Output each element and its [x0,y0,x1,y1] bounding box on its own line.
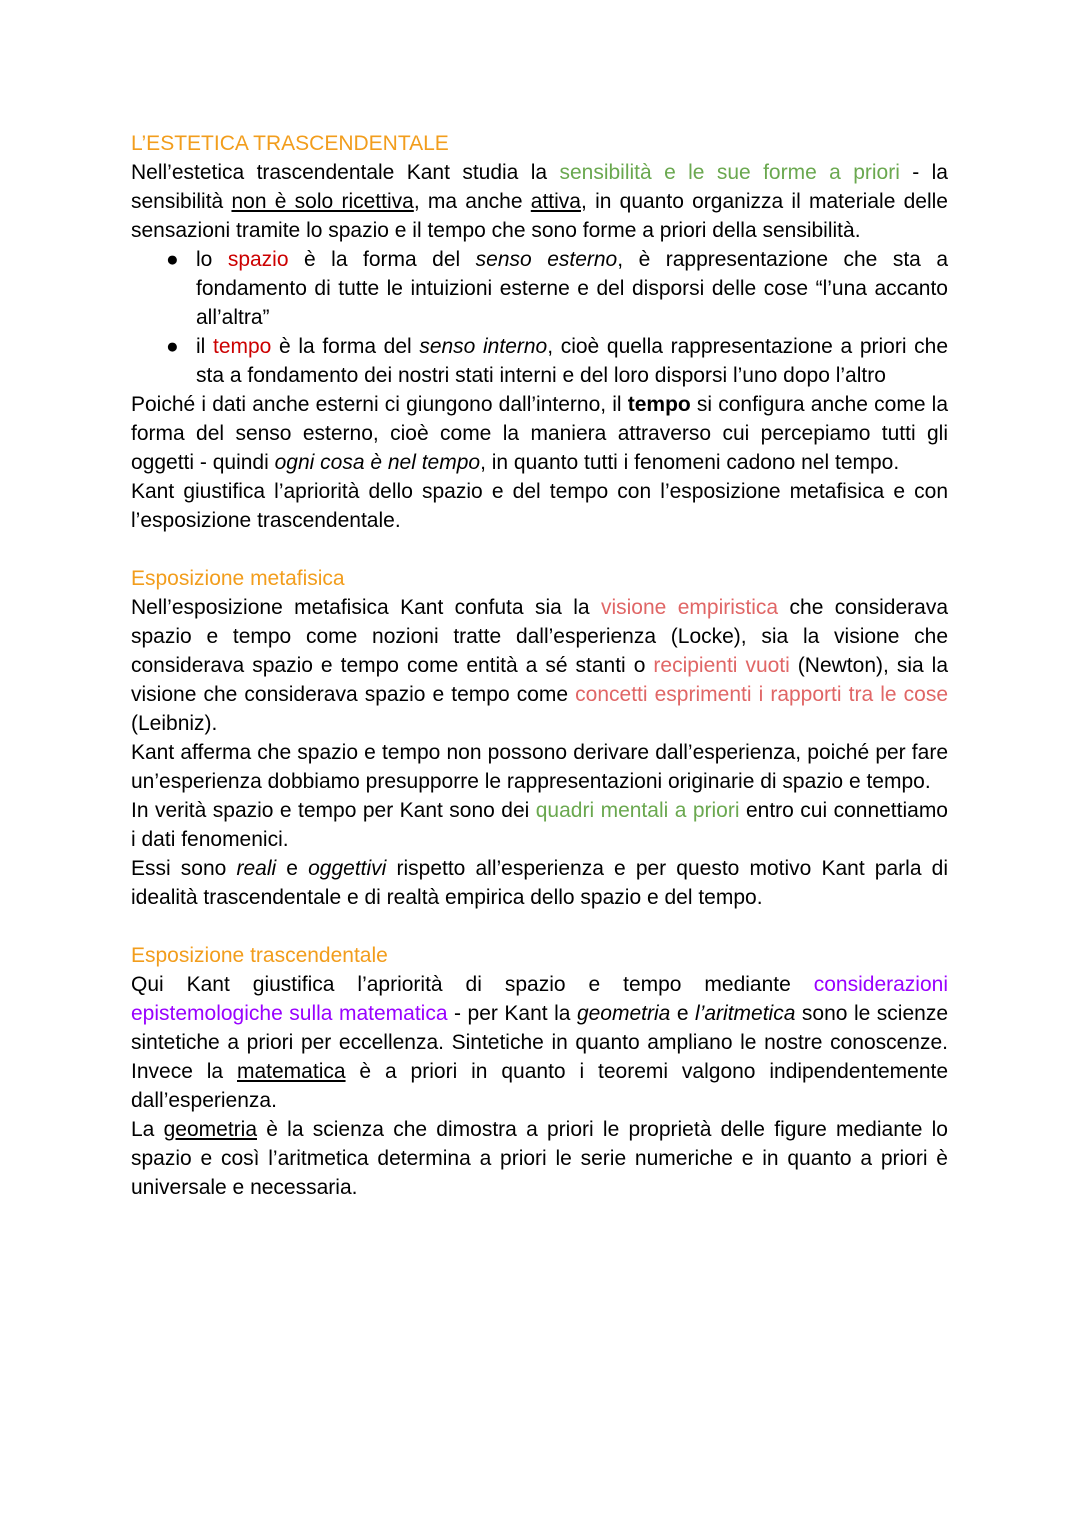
bullet-dot-icon: ● [166,335,179,358]
paragraph-idealita [131,854,948,912]
section-title-esposizione-trascendentale: Esposizione trascendentale [131,944,388,967]
bullet-item-tempo [166,332,949,390]
text: è la forma del [288,248,476,271]
italic-text: senso esterno [475,248,618,271]
italic-text: oggettivi [308,857,387,880]
paragraph-esperienza: Kant afferma che spazio e tempo non possono derivare dall’esperienza, poiché per fare un’esperienza dobbiamo presupporre le rappresentazioni originarie di spazio e tempo. [131,741,948,793]
paragraph-apriorita: Kant giustifica l’apriorità dello spazio e del tempo con l’esposizione metafisica e con l’esposizione trascendentale. [131,480,948,532]
italic-text: reali [236,857,277,880]
text: - la sensibilità [131,161,948,213]
underlined-text: non è solo ricettiva [231,190,414,213]
text: rispetto all’esperienza e per questo motivo Kant parla di idealità trascendentale e di realtà empirica dello spazio e del tempo. [131,857,948,909]
paragraph-tempo [131,390,948,477]
text: Nell’esposizione metafisica Kant confuta sia la [131,596,601,619]
spacer [131,535,948,564]
text: (Leibniz). [131,712,218,735]
text: che considerava spazio e tempo come nozioni tratte dall’esperienza (Locke), sia la visione che considerava spazio e tempo come entità a sé stanti o [131,596,949,677]
paragraph-quadri-mentali [131,796,948,854]
text: lo [196,248,228,271]
highlight-salmon: recipienti vuoti [653,654,790,677]
text: il [196,335,213,358]
text: entro cui connettiamo i dati fenomenici. [131,799,948,851]
highlight-red: tempo [212,335,272,358]
section-title-estetica: L’ESTETICA TRASCENDENTALE [131,132,449,155]
bold-text: tempo [627,393,691,416]
italic-text: senso interno [419,335,548,358]
paragraph-geometria [131,1115,948,1202]
paragraph-trascendentale [131,970,948,1115]
text: Poiché i dati anche esterni ci giungono dall’interno, il [131,393,628,416]
underlined-text: attiva [530,190,581,213]
text: , in quanto organizza il materiale delle sensazioni tramite lo spazio e il tempo che sono forme a priori della sensibilità. [131,190,948,242]
text: è a priori in quanto i teoremi valgono indipendentemente dall’esperienza. [131,1060,949,1112]
text: si configura anche come la forma del senso esterno, cioè come la maniera attraverso cui percepiamo tutti gli oggetti - quindi [131,393,948,474]
text: è la scienza che dimostra a priori le proprietà delle figure mediante lo spazio e così l’aritmetica determina a priori le serie numeriche e in quanto a priori è universale e necessaria. [131,1118,948,1199]
highlight-salmon: concetti esprimenti i rapporti tra le cose [575,683,949,706]
text: , cioè quella rappresentazione a priori che sta a fondamento dei nostri stati interni e del loro disporsi l’uno dopo l’altro [196,335,949,387]
text: Qui Kant giustifica l’apriorità di spazio e tempo mediante [131,973,814,996]
highlight-purple: considerazioni epistemologiche sulla matematica [131,973,948,1025]
section-title-esposizione-metafisica: Esposizione metafisica [131,567,345,590]
text: In verità spazio e tempo per Kant sono dei [131,799,536,822]
text: Nell’estetica trascendentale Kant studia la [131,161,560,184]
text: , ma anche [413,190,531,213]
text: è la forma del [271,335,420,358]
text: - per Kant la [447,1002,577,1025]
underlined-text: geometria [163,1118,257,1141]
highlight-salmon: visione empiristica [600,596,779,619]
bullet-item-spazio [166,245,949,332]
text: (Newton), sia la visione che considerava spazio e tempo come [131,654,949,706]
bullet-dot-icon: ● [166,248,179,271]
text: La [131,1118,164,1141]
highlight-red: spazio [227,248,289,271]
text: Essi sono [131,857,237,880]
highlight-green: sensibilità e le sue forme a priori [559,161,900,184]
highlight-green: quadri mentali a priori [535,799,740,822]
paragraph-intro [131,158,948,245]
text: e [670,1002,696,1025]
text: e [276,857,309,880]
paragraph-metafisica [131,593,948,738]
text: , è rappresentazione che sta a fondamento di tutte le intuizioni esterne e del disporsi delle cose “l’una accanto all’altra” [196,248,949,329]
text: sono le scienze sintetiche a priori per eccellenza. Sintetiche in quanto ampliano le nostre conoscenze. Invece la [131,1002,949,1083]
bullet-list [131,245,948,390]
spacer [131,912,948,941]
italic-text: geometria [576,1002,671,1025]
text: , in quanto tutti i fenomeni cadono nel tempo. [480,451,900,474]
underlined-text: matematica [237,1060,346,1083]
document-page [131,129,948,1202]
italic-text: l’aritmetica [695,1002,796,1025]
italic-text: ogni cosa è nel tempo [274,451,481,474]
